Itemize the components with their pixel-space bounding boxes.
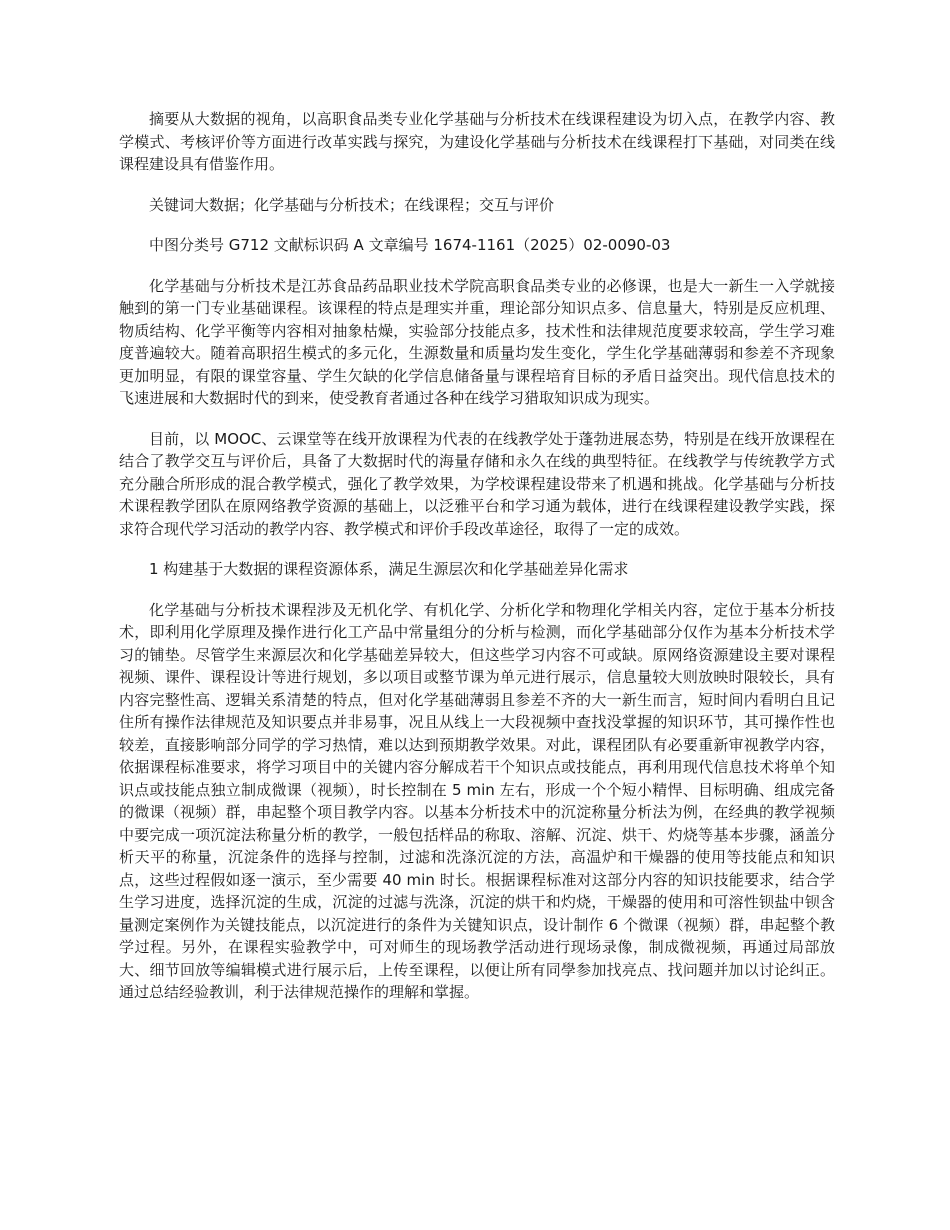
keywords-line: 关键词大数据；化学基础与分析技术；在线课程；交互与评价 bbox=[149, 195, 555, 214]
section-paragraph: 化学基础与分析技术课程涉及无机化学、有机化学、分析化学和物理化学相关内容，定位于基本分析技术，即利用化学原理及操作进行化工产品中常量组分的分析与检测，而化学基础部分仅作为基本分析技术学习的铺垫。尽管学生来源层次和化学基础差异较大，但这些学习内容不可或缺。原网络资源建设主要对课程视频、课件、课程设计等进行规划，多以项目或整节课为单元进行展示，信息量较大则放映时限较长，具有内容完整性高、逻辑关系清楚的特点，但对化学基础薄弱且参差不齐的大一新生而言，短时间内看明白且记住所有操作法律规范及知识要点并非易事，况且从线上一大段视频中查找没掌握的知识环节，其可操作性也较差，直接影响部分同学的学习热情，难以达到预期教学效果。对此，课程团队有必要重新审视教学内容，依据课程标准要求，将学习项目中的关键内容分解成若干个知识点或技能点，再利用现代信息技术将单个知识点或技能点独立制成微课（视频），时长控制在 5 min 左右，形成一个个短小精悍、目标明确、组成完备的微课（视频）群，串起整个项目教学内容。以基本分析技术中的沉淀称量分析法为例，在经典的教学视频中要完成一项沉淀法称量分析的教学，一般包括样品的称取、溶解、沉淀、烘干、灼烧等基本步骤，涵盖分析天平的称量，沉淀条件的选择与控制，过滤和洗涤沉淀的方法，高温炉和干燥器的使用等技能点和知识点，这些过程假如逐一演示，至少需要 40 min 时长。根据课程标准对这部分内容的知识技能要求，结合学生学习进度，选择沉淀的生成，沉淀的过滤与洗涤，沉淀的烘干和灼烧，干燥器的使用和可溶性钡盐中钡含量测定案例作为关键技能点，以沉淀进行的条件为关键知识点，设计制作 6 个微课（视频）群，串起整个教学过程。另外，在课程实验教学中，可对师生的现场教学活动进行现场录像，制成微视频，再通过局部放大、细节回放等编辑模式进行展示后，上传至课程，以便让所有同學参加找亮点、找问题并加以讨论纠正。通过总结经验教训，利于法律规范操作的理解和掌握。 bbox=[119, 600, 835, 1001]
document-page bbox=[119, 108, 835, 1022]
abstract-paragraph: 摘要从大数据的视角，以高职食品类专业化学基础与分析技术在线课程建设为切入点，在教学内容、教学模式、考核评价等方面进行改革实践与探究，为建设化学基础与分析技术在线课程打下基础，对同类在线课程建设具有借鉴作用。 bbox=[119, 110, 835, 173]
intro-paragraph-1: 化学基础与分析技术是江苏食品药品职业技术学院高职食品类专业的必修课，也是大一新生一入学就接触到的第一门专业基础课程。该课程的特点是理实并重，理论部分知识点多、信息量大，特别是反应机理、物质结构、化学平衡等内容相对抽象枯燥，实验部分技能点多，技术性和法律规范度要求较高，学生学习难度普遍较大。随着高职招生模式的多元化，生源数量和质量均发生变化，学生化学基础薄弱和参差不齐现象更加明显，有限的课堂容量、学生欠缺的化学信息储备量与课程培育目标的矛盾日益突出。现代信息技术的飞速进展和大数据时代的到来，使受教育者通过各种在线学习猎取知识成为现实。 bbox=[119, 276, 835, 407]
intro-paragraph-2: 目前，以 MOOC、云课堂等在线开放课程为代表的在线教学处于蓬勃进展态势，特别是在线开放课程在结合了教学交互与评价后，具备了大数据时代的海量存储和永久在线的典型特征。在线教学与传统教学方式充分融合所形成的混合教学模式，强化了教学效果，为学校课程建设带来了机遇和挑战。化学基础与分析技术课程教学团队在原网络教学资源的基础上，以泛雅平台和学习通为载体，进行在线课程建设教学实践，探求符合现代学习活动的教学内容、教学模式和评价手段改革途径，取得了一定的成效。 bbox=[119, 429, 835, 538]
classification-line: 中图分类号 G712 文献标识码 A 文章编号 1674-1161（2025）02-0090-03 bbox=[149, 236, 671, 254]
section-heading: 1 构建基于大数据的课程资源体系，满足生源层次和化学基础差异化需求 bbox=[149, 560, 629, 578]
